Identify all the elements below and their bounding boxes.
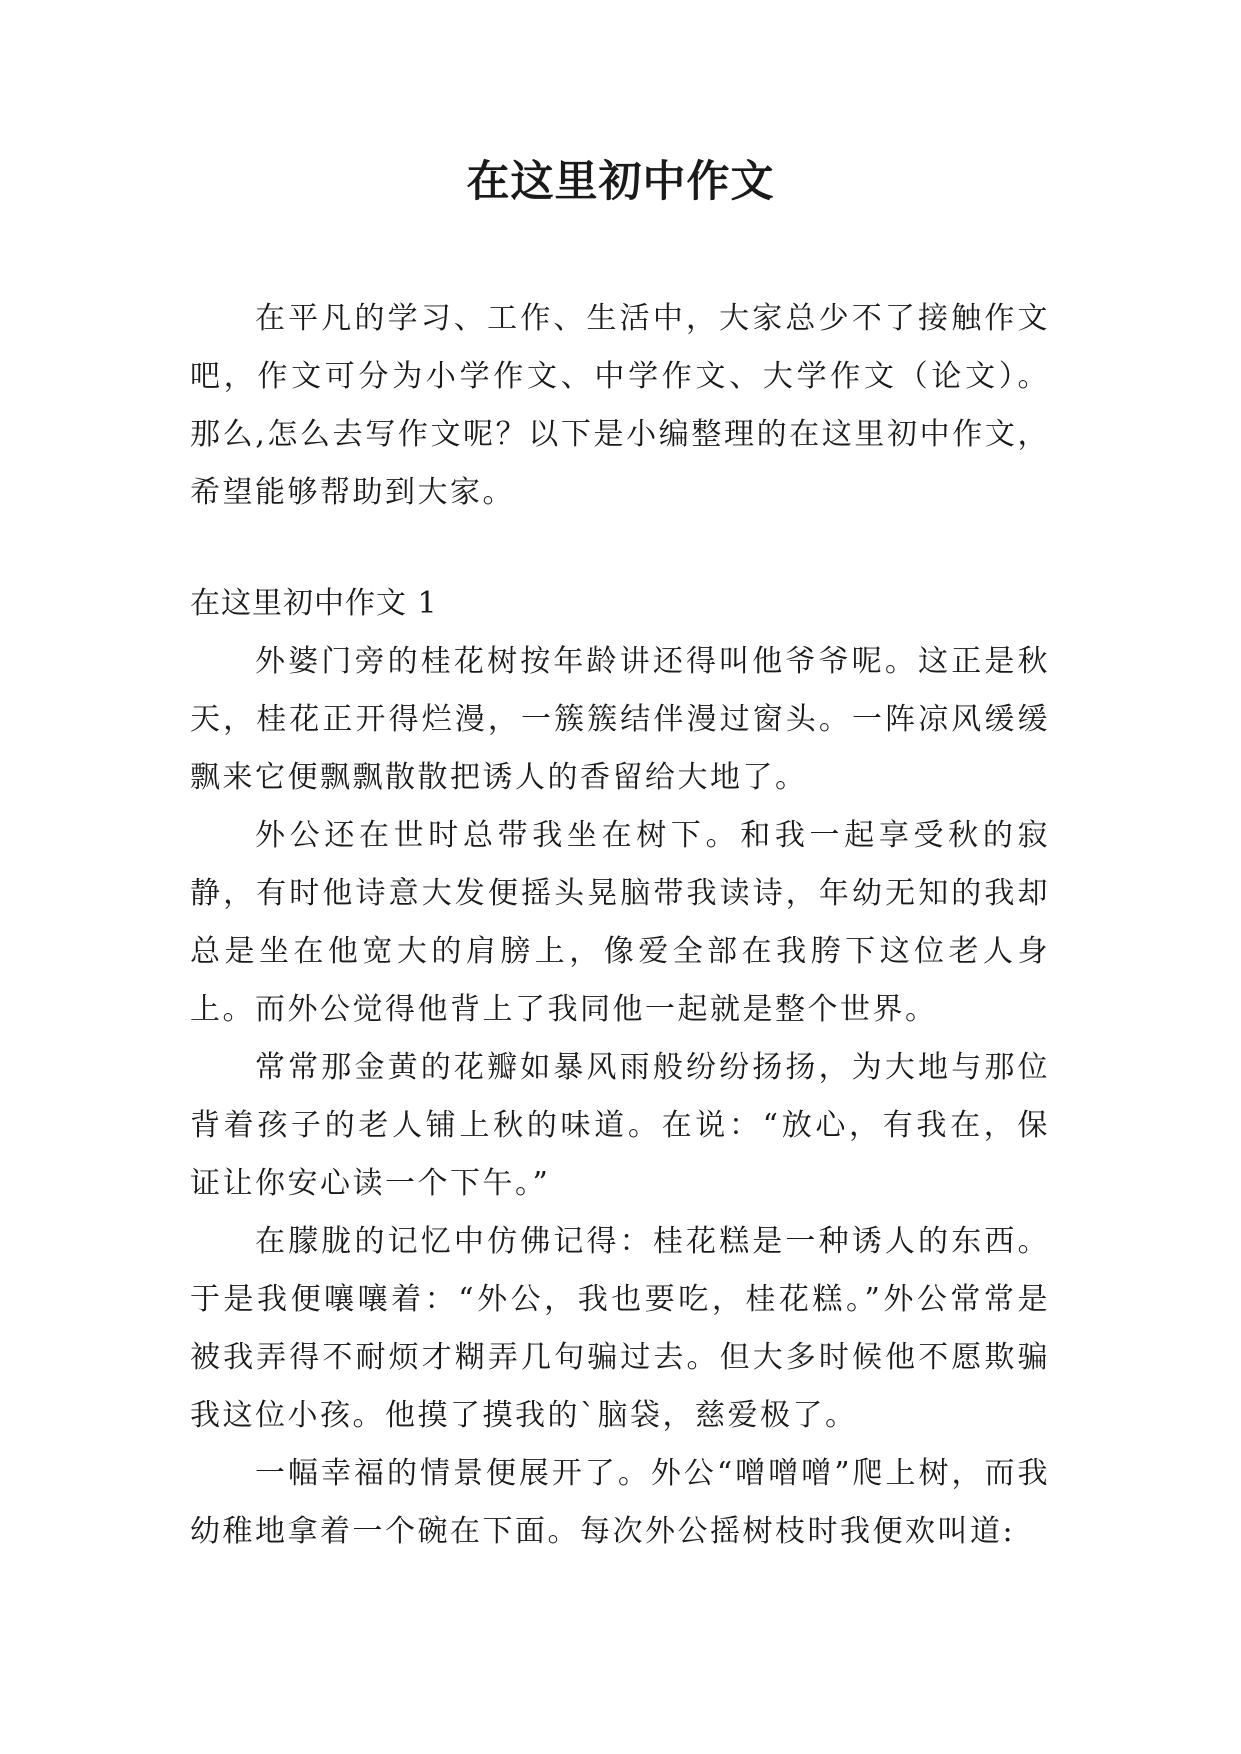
essay-body <box>190 633 1050 1561</box>
section-heading: 在这里初中作文 1 <box>190 586 438 621</box>
document-title: 在这里初中作文 <box>466 157 775 207</box>
essay-paragraph: 外婆门旁的桂花树按年龄讲还得叫他爷爷呢。这正是秋天，桂花正开得烂漫，一簇簇结伴漫过窗头。一阵凉风缓缓飘来它便飘飘散散把诱人的香留给大地了。 <box>190 644 1050 795</box>
essay-paragraph: 常常那金黄的花瓣如暴风雨般纷纷扬扬，为大地与那位背着孩子的老人铺上秋的味道。在说：“放心，有我在，保证让你安心读一个下午。” <box>190 1050 1050 1201</box>
intro-paragraph: 在平凡的学习、工作、生活中，大家总少不了接触作文吧，作文可分为小学作文、中学作文、大学作文（论文）。那么,怎么去写作文呢？以下是小编整理的在这里初中作文，希望能够帮助到大家。 <box>190 301 1050 510</box>
intro-block <box>190 290 1050 522</box>
essay-paragraph: 在朦胧的记忆中仿佛记得：桂花糕是一种诱人的东西。于是我便嚷嚷着：“外公，我也要吃，桂花糕。”外公常常是被我弄得不耐烦才糊弄几句骗过去。但大多时候他不愿欺骗我这位小孩。他摸了摸我的`脑袋，慈爱极了。 <box>190 1224 1050 1433</box>
essay-paragraph: 一幅幸福的情景便展开了。外公“噌噌噌”爬上树，而我幼稚地拿着一个碗在下面。每次外公摇树枝时我便欢叫道: <box>190 1456 1050 1549</box>
essay-paragraph: 外公还在世时总带我坐在树下。和我一起享受秋的寂静，有时他诗意大发便摇头晃脑带我读诗，年幼无知的我却总是坐在他宽大的肩膀上，像爱全部在我胯下这位老人身上。而外公觉得他背上了我同他一起就是整个世界。 <box>190 818 1050 1027</box>
